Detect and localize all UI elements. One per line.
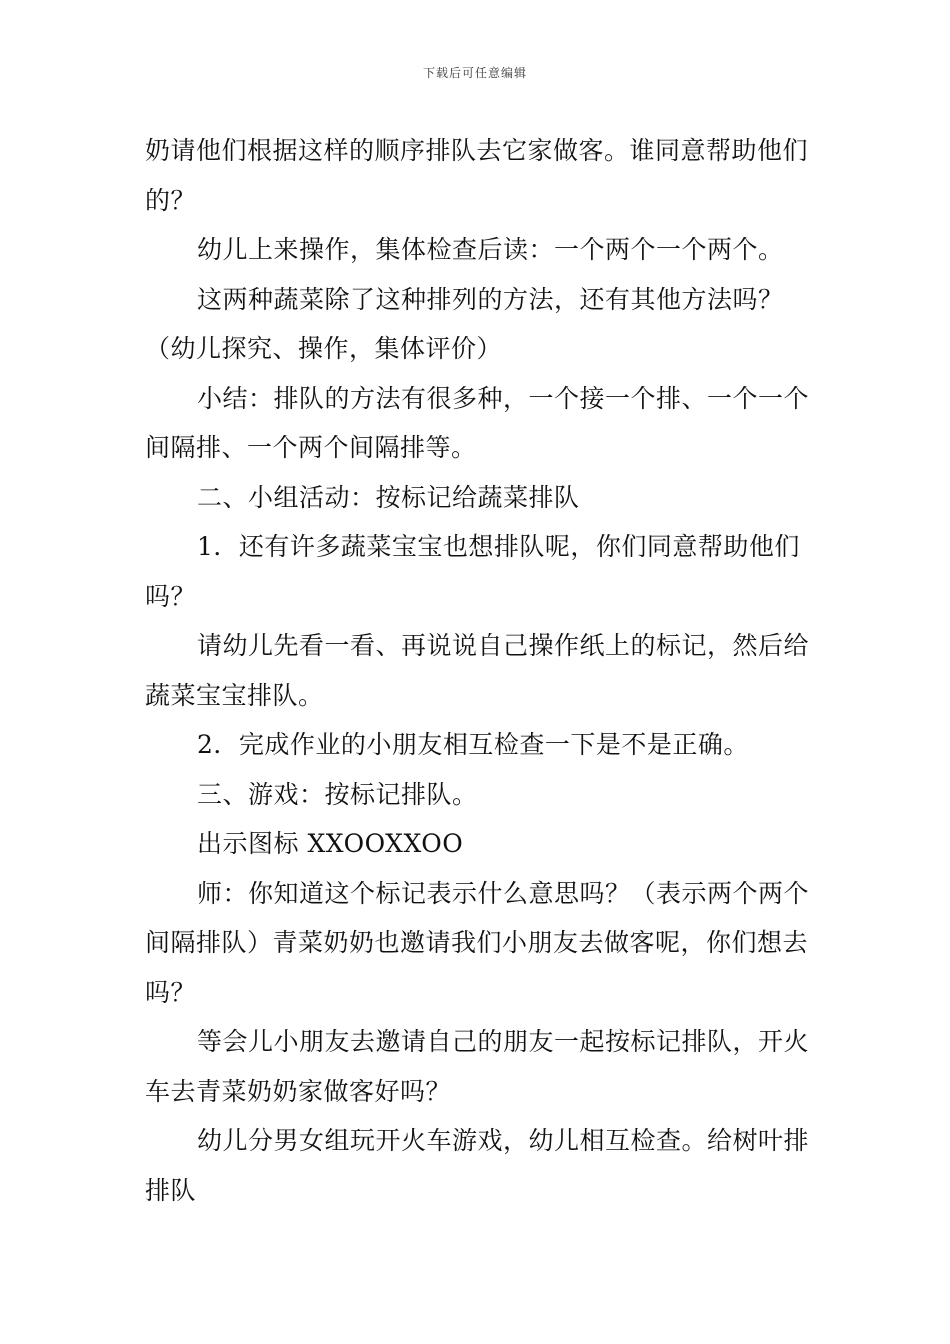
paragraph-summary: 小结：排队的方法有很多种，一个接一个排、一个一个间隔排、一个两个间隔排等。 bbox=[145, 383, 810, 462]
paragraph-dialogue: 师：你知道这个标记表示什么意思吗？（表示两个两个间隔排队）青菜奶奶也邀请我们小朋友去做客呢，你们想去吗？ bbox=[145, 878, 810, 1007]
paragraph: 等会儿小朋友去邀请自己的朋友一起按标记排队，开火车去青菜奶奶家做客好吗？ bbox=[145, 1027, 810, 1106]
paragraph: 这两种蔬菜除了这种排列的方法，还有其他方法吗？（幼儿探究、操作，集体评价） bbox=[145, 284, 784, 363]
paragraph: 幼儿上来操作，集体检查后读：一个两个一个两个。 bbox=[197, 235, 784, 264]
list-item: 2．完成作业的小朋友相互检查一下是不是正确。 bbox=[197, 730, 749, 759]
section-heading: 三、游戏：按标记排队。 bbox=[197, 779, 478, 809]
section-heading: 二、小组活动：按标记给蔬菜排队 bbox=[197, 482, 580, 512]
list-item: 1．还有许多蔬菜宝宝也想排队呢，你们同意帮助他们吗？ bbox=[145, 532, 800, 611]
paragraph-icon-display: 出示图标 XXOOXXOO bbox=[197, 829, 464, 858]
paragraph: 请幼儿先看一看、再说说自己操作纸上的标记，然后给蔬菜宝宝排队。 bbox=[145, 631, 810, 710]
document-body bbox=[145, 126, 810, 1215]
paragraph: 幼儿分男女组玩开火车游戏，幼儿相互检查。给树叶排排队 bbox=[145, 1126, 810, 1205]
page-header: 下载后可任意编辑 bbox=[422, 66, 527, 80]
paragraph-continuation: 奶请他们根据这样的顺序排队去它家做客。谁同意帮助他们的？ bbox=[145, 136, 809, 215]
